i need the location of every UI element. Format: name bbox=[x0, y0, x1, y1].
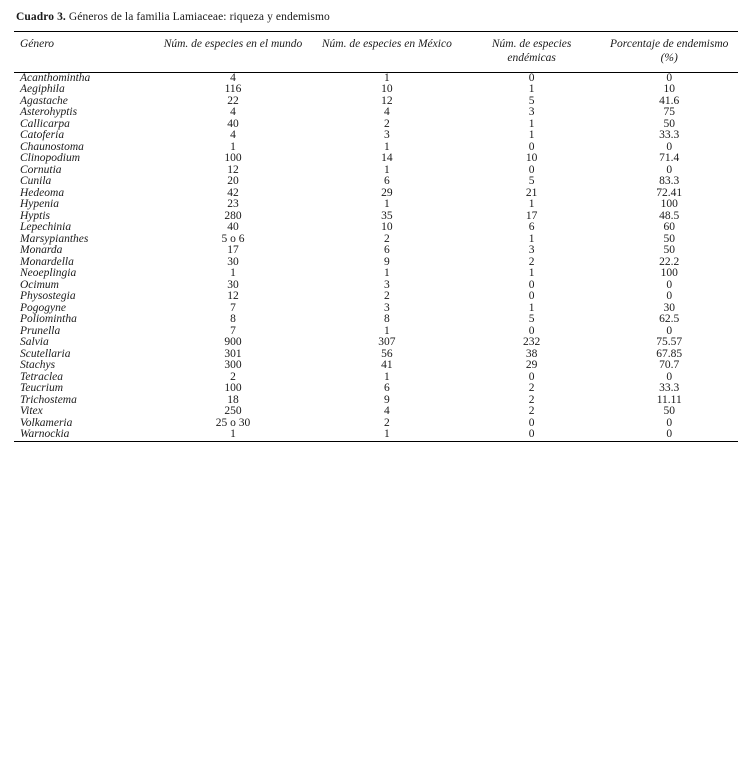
cell-value: 22 bbox=[227, 94, 239, 107]
table-row bbox=[14, 119, 738, 131]
cell-value: 5 bbox=[528, 94, 535, 107]
cell-value: 42 bbox=[227, 186, 239, 199]
table-row bbox=[14, 337, 738, 349]
table-header-row bbox=[14, 31, 738, 72]
cell-value: 3 bbox=[528, 244, 535, 257]
column-header-porcentaje-endemismo: Porcentaje de endemismo (%) bbox=[600, 31, 738, 72]
cell-genus: Catoferia bbox=[20, 129, 65, 142]
cell-genus: Chaunostoma bbox=[20, 140, 84, 153]
cell-value: 1 bbox=[230, 140, 236, 153]
cell-genus: Trichostema bbox=[20, 393, 77, 406]
cell-value: 100 bbox=[660, 267, 678, 280]
cell-value: 1 bbox=[155, 429, 311, 441]
cell-value: 1 bbox=[528, 83, 535, 96]
table-row bbox=[14, 418, 738, 430]
cell-value: 56 bbox=[381, 347, 393, 360]
cell-value: 5 bbox=[528, 313, 535, 326]
cell-value: 0 bbox=[666, 278, 673, 291]
table-row bbox=[14, 222, 738, 234]
cell-genus: Salvia bbox=[20, 336, 49, 349]
cell-value: 23 bbox=[227, 198, 239, 211]
cell-genus: Physostegia bbox=[20, 290, 76, 303]
cell-value: 900 bbox=[224, 336, 242, 349]
cell-value: 72.41 bbox=[656, 186, 683, 199]
cell-genus: Lepechinia bbox=[20, 221, 72, 234]
cell-value: 11.11 bbox=[656, 393, 682, 406]
cell-value: 0 bbox=[666, 324, 673, 337]
cell-genus: Pogogyne bbox=[20, 301, 66, 314]
cell-value: 0 bbox=[666, 71, 673, 84]
cell-value: 4 bbox=[383, 405, 390, 418]
table-row bbox=[14, 303, 738, 315]
table-row bbox=[14, 142, 738, 154]
cell-value: 6 bbox=[383, 175, 390, 188]
cell-genus: Cornutia bbox=[20, 163, 62, 176]
cell-value: 1 bbox=[528, 232, 535, 245]
table-row bbox=[14, 291, 738, 303]
cell-value: 3 bbox=[383, 278, 390, 291]
cell-value: 1 bbox=[383, 370, 390, 383]
cell-value: 18 bbox=[227, 393, 239, 406]
cell-value: 12 bbox=[381, 94, 393, 107]
cell-value: 75.57 bbox=[656, 336, 683, 349]
cell-value: 0 bbox=[666, 140, 673, 153]
cell-value: 100 bbox=[660, 198, 678, 211]
table-row bbox=[14, 72, 738, 84]
table-row bbox=[14, 326, 738, 338]
table-row bbox=[14, 153, 738, 165]
cell-value: 41.6 bbox=[659, 94, 680, 107]
table-row bbox=[14, 130, 738, 142]
table-row bbox=[14, 165, 738, 177]
cell-value: 1 bbox=[230, 267, 236, 280]
cell-value: 70.7 bbox=[659, 359, 680, 372]
table-caption bbox=[16, 10, 738, 25]
cell-value: 12 bbox=[227, 290, 239, 303]
cell-value: 60 bbox=[663, 221, 675, 234]
cell-genus: Monarda bbox=[20, 244, 63, 257]
cell-genus: Monardella bbox=[20, 255, 74, 268]
cell-value: 10 bbox=[381, 83, 393, 96]
cell-value: 2 bbox=[528, 255, 535, 268]
cell-value: 30 bbox=[227, 255, 239, 268]
column-header-especies-endemicas: Núm. de especies endémicas bbox=[463, 31, 601, 72]
cell-value: 6 bbox=[383, 382, 390, 395]
cell-value: 50 bbox=[663, 117, 675, 130]
cell-value: 1 bbox=[383, 198, 390, 211]
cell-value: 21 bbox=[525, 186, 538, 199]
cell-value: 50 bbox=[663, 232, 675, 245]
cell-value: 30 bbox=[663, 301, 675, 314]
cell-value: 2 bbox=[528, 393, 535, 406]
cell-value: 3 bbox=[383, 129, 390, 142]
cell-genus: Clinopodium bbox=[20, 152, 81, 165]
cell-genus: Marsypianthes bbox=[20, 232, 89, 245]
cell-value: 2 bbox=[383, 232, 390, 245]
cell-value: 0 bbox=[463, 429, 601, 441]
cell-value: 41 bbox=[381, 359, 393, 372]
cell-genus: Warnockia bbox=[14, 429, 155, 441]
cell-genus: Volkameria bbox=[20, 416, 73, 429]
cell-value: 3 bbox=[528, 106, 535, 119]
cell-genus: Cunila bbox=[20, 175, 52, 188]
cell-value: 2 bbox=[383, 117, 390, 130]
cell-genus: Hedeoma bbox=[20, 186, 65, 199]
table-row bbox=[14, 429, 738, 441]
cell-value: 33.3 bbox=[659, 382, 680, 395]
cell-value: 0 bbox=[528, 290, 535, 303]
cell-value: 9 bbox=[383, 393, 390, 406]
table-row bbox=[14, 268, 738, 280]
cell-value: 0 bbox=[528, 370, 535, 383]
cell-genus: Ocimum bbox=[20, 278, 59, 291]
cell-genus: Prunella bbox=[20, 324, 61, 337]
cell-value: 30 bbox=[227, 278, 239, 291]
cell-value: 6 bbox=[383, 244, 390, 257]
cell-value: 280 bbox=[224, 209, 242, 222]
cell-value: 0 bbox=[666, 416, 673, 429]
cell-value: 6 bbox=[528, 221, 535, 234]
cell-value: 100 bbox=[224, 382, 242, 395]
cell-value: 50 bbox=[663, 405, 675, 418]
cell-value: 1 bbox=[383, 324, 390, 337]
cell-value: 29 bbox=[381, 186, 393, 199]
cell-genus: Vitex bbox=[20, 405, 43, 418]
cell-value: 40 bbox=[227, 117, 239, 130]
cell-value: 301 bbox=[224, 347, 242, 360]
cell-genus: Hyptis bbox=[20, 209, 51, 222]
cell-value: 5 bbox=[528, 175, 535, 188]
cell-value: 1 bbox=[528, 117, 535, 130]
cell-value: 12 bbox=[227, 163, 239, 176]
table-row bbox=[14, 84, 738, 96]
table-row bbox=[14, 372, 738, 384]
cell-value: 35 bbox=[381, 209, 393, 222]
cell-value: 29 bbox=[525, 359, 538, 372]
cell-genus: Hypenia bbox=[20, 198, 59, 211]
cell-value: 0 bbox=[666, 370, 673, 383]
cell-value: 7 bbox=[230, 324, 236, 337]
cell-value: 17 bbox=[525, 209, 538, 222]
cell-value: 10 bbox=[381, 221, 393, 234]
cell-value: 33.3 bbox=[659, 129, 680, 142]
caption-text: Géneros de la familia Lamiaceae: riqueza y endemismo bbox=[65, 11, 330, 23]
cell-value: 307 bbox=[378, 336, 396, 349]
cell-value: 1 bbox=[383, 163, 390, 176]
cell-value: 0 bbox=[528, 416, 535, 429]
cell-value: 8 bbox=[230, 313, 236, 326]
cell-value: 10 bbox=[525, 152, 538, 165]
caption-label: Cuadro 3. bbox=[16, 11, 66, 23]
cell-genus: Stachys bbox=[20, 359, 56, 372]
cell-value: 75 bbox=[663, 106, 675, 119]
cell-genus: Scutellaria bbox=[20, 347, 71, 360]
cell-value: 25 o 30 bbox=[215, 416, 251, 429]
cell-value: 232 bbox=[523, 336, 541, 349]
table-row bbox=[14, 395, 738, 407]
table-row bbox=[14, 245, 738, 257]
cell-value: 2 bbox=[383, 290, 390, 303]
cell-value: 48.5 bbox=[659, 209, 680, 222]
cell-value: 2 bbox=[383, 416, 390, 429]
cell-value: 1 bbox=[383, 140, 390, 153]
cell-value: 250 bbox=[224, 405, 242, 418]
table-row bbox=[14, 383, 738, 395]
cell-value: 0 bbox=[528, 140, 535, 153]
cell-genus: Agastache bbox=[20, 94, 68, 107]
cell-value: 62.5 bbox=[659, 313, 680, 326]
cell-genus: Teucrium bbox=[20, 382, 64, 395]
cell-value: 0 bbox=[528, 71, 535, 84]
cell-value: 1 bbox=[383, 71, 390, 84]
cell-value: 1 bbox=[383, 267, 390, 280]
table-row bbox=[14, 314, 738, 326]
cell-value: 1 bbox=[528, 301, 535, 314]
genera-table bbox=[14, 31, 738, 442]
cell-value: 8 bbox=[383, 313, 390, 326]
cell-value: 0 bbox=[528, 278, 535, 291]
table-row bbox=[14, 360, 738, 372]
cell-value: 0 bbox=[528, 324, 535, 337]
cell-value: 300 bbox=[224, 359, 242, 372]
cell-value: 14 bbox=[381, 152, 393, 165]
column-header-especies-mexico: Núm. de especies en México bbox=[311, 31, 463, 72]
table-row bbox=[14, 176, 738, 188]
cell-value: 10 bbox=[663, 83, 675, 96]
cell-value: 22.2 bbox=[659, 255, 680, 268]
cell-genus: Poliomintha bbox=[20, 313, 77, 326]
cell-value: 1 bbox=[528, 198, 535, 211]
cell-genus: Acanthomintha bbox=[20, 71, 91, 84]
cell-value: 40 bbox=[227, 221, 239, 234]
column-header-especies-mundo: Núm. de especies en el mundo bbox=[155, 31, 311, 72]
table-row bbox=[14, 280, 738, 292]
cell-genus: Tetraclea bbox=[20, 370, 64, 383]
cell-value: 1 bbox=[528, 267, 535, 280]
cell-value: 0 bbox=[666, 163, 673, 176]
cell-genus: Callicarpa bbox=[20, 117, 70, 130]
cell-value: 38 bbox=[525, 347, 538, 360]
cell-value: 83.3 bbox=[659, 175, 680, 188]
cell-value: 4 bbox=[230, 71, 236, 84]
cell-value: 17 bbox=[227, 244, 239, 257]
table-row bbox=[14, 349, 738, 361]
column-header-genero: Género bbox=[14, 31, 155, 72]
table-header bbox=[14, 31, 738, 72]
table-row bbox=[14, 257, 738, 269]
table-row bbox=[14, 406, 738, 418]
cell-value: 9 bbox=[383, 255, 390, 268]
cell-value: 7 bbox=[230, 301, 236, 314]
table-row bbox=[14, 96, 738, 108]
cell-genus: Neoeplingia bbox=[20, 267, 77, 280]
table-row bbox=[14, 234, 738, 246]
table-row bbox=[14, 107, 738, 119]
table-row bbox=[14, 188, 738, 200]
cell-value: 100 bbox=[224, 152, 242, 165]
cell-genus: Aegiphila bbox=[20, 83, 65, 96]
cell-value: 0 bbox=[600, 429, 738, 441]
cell-value: 71.4 bbox=[659, 152, 680, 165]
cell-value: 2 bbox=[528, 405, 535, 418]
cell-value: 1 bbox=[311, 429, 463, 441]
cell-value: 20 bbox=[227, 175, 239, 188]
cell-value: 50 bbox=[663, 244, 675, 257]
cell-genus: Asterohyptis bbox=[20, 106, 78, 119]
cell-value: 4 bbox=[383, 106, 390, 119]
cell-value: 2 bbox=[528, 382, 535, 395]
table-row bbox=[14, 211, 738, 223]
cell-value: 4 bbox=[230, 106, 236, 119]
cell-value: 67.85 bbox=[656, 347, 683, 360]
cell-value: 116 bbox=[224, 83, 242, 96]
cell-value: 0 bbox=[528, 163, 535, 176]
cell-value: 2 bbox=[230, 370, 236, 383]
table-body bbox=[14, 72, 738, 441]
cell-value: 0 bbox=[666, 290, 673, 303]
cell-value: 5 o 6 bbox=[221, 232, 245, 245]
cell-value: 3 bbox=[383, 301, 390, 314]
cell-value: 4 bbox=[230, 129, 236, 142]
table-row bbox=[14, 199, 738, 211]
cell-value: 1 bbox=[528, 129, 535, 142]
